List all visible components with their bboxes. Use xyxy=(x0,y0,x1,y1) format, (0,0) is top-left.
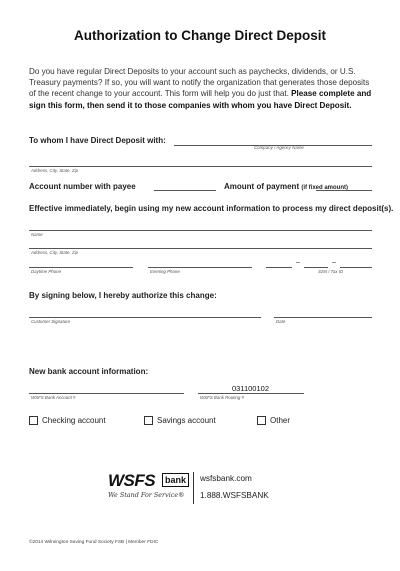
form-title: Authorization to Change Direct Deposit xyxy=(73,28,326,43)
footer-divider xyxy=(193,472,194,504)
name-field[interactable] xyxy=(29,230,372,231)
savings-checkbox[interactable] xyxy=(144,416,153,425)
new-account-heading: Effective immediately, begin using my new account information to process my direct deposit(s). xyxy=(29,204,394,213)
address-caption: Address, City, State, Zip xyxy=(31,250,79,255)
intro-text: Do you have regular Direct Deposits to your account such as paychecks, dividends, or U.S. Treasury payments? If so, you will want to notify the organization that generates those deposits of the recent change to your account. This form will help you do just that. xyxy=(29,67,370,99)
authorize-heading: By signing below, I hereby authorize this change: xyxy=(29,291,217,300)
logo-wordmark: WSFS xyxy=(108,471,156,490)
payee-address-caption: Address, City, State, Zip xyxy=(31,168,79,173)
checking-checkbox[interactable] xyxy=(29,416,38,425)
other-label: Other xyxy=(270,416,291,425)
name-caption: Name xyxy=(31,232,43,237)
ssn-field-part1[interactable] xyxy=(266,267,292,268)
routing-caption: WSFS Bank Routing # xyxy=(200,395,244,400)
payee-heading: To whom I have Direct Deposit with: xyxy=(29,136,166,145)
ssn-field-part2[interactable] xyxy=(304,267,328,268)
bank-account-caption: WSFS Bank Account # xyxy=(31,395,76,400)
account-number-field[interactable] xyxy=(154,190,216,191)
amount-label-text: Amount of payment xyxy=(224,182,300,191)
ssn-dash-2: – xyxy=(332,259,336,266)
daytime-phone-caption: Daytime Phone xyxy=(31,269,62,274)
amount-field[interactable] xyxy=(316,190,372,191)
bank-info-heading: New bank account information: xyxy=(29,367,149,376)
company-name-caption: Company / Agency Name xyxy=(254,145,304,150)
account-number-label: Account number with payee xyxy=(29,182,136,191)
ssn-dash-1: – xyxy=(296,259,300,266)
phone-number: 1.888.WSFSBANK xyxy=(200,491,269,500)
savings-label: Savings account xyxy=(157,416,216,425)
other-checkbox[interactable] xyxy=(257,416,266,425)
payee-address-field[interactable] xyxy=(29,166,372,167)
ssn-caption: SSN / Tax ID xyxy=(318,269,344,274)
evening-phone-caption: Evening Phone xyxy=(150,269,180,274)
ssn-field-part3[interactable] xyxy=(340,267,372,268)
copyright-text: ©2014 Wilmington Saving Fund Society FSB | Member FDIC xyxy=(29,540,159,545)
wsfs-logo xyxy=(108,471,198,505)
amount-hint: (if fixed amount) xyxy=(301,185,349,191)
signature-field[interactable] xyxy=(29,317,261,318)
logo-bank-box: bank xyxy=(162,473,189,487)
daytime-phone-field[interactable] xyxy=(29,267,133,268)
intro-paragraph xyxy=(29,66,374,111)
address-field[interactable] xyxy=(29,248,372,249)
date-caption: Date xyxy=(276,319,286,324)
routing-number-field[interactable] xyxy=(198,393,304,394)
evening-phone-field[interactable] xyxy=(148,267,252,268)
intro-bold-text: Please complete and sign this form, then send it to those companies with whom you have Direct Deposit. xyxy=(29,89,372,110)
website-link[interactable]: wsfsbank.com xyxy=(200,474,252,483)
routing-number: 031100102 xyxy=(232,384,269,393)
date-field[interactable] xyxy=(274,317,372,318)
logo-tagline: We Stand For Service® xyxy=(108,491,185,499)
checking-label: Checking account xyxy=(42,416,106,425)
bank-account-field[interactable] xyxy=(29,393,184,394)
signature-caption: Customer Signature xyxy=(31,319,71,324)
